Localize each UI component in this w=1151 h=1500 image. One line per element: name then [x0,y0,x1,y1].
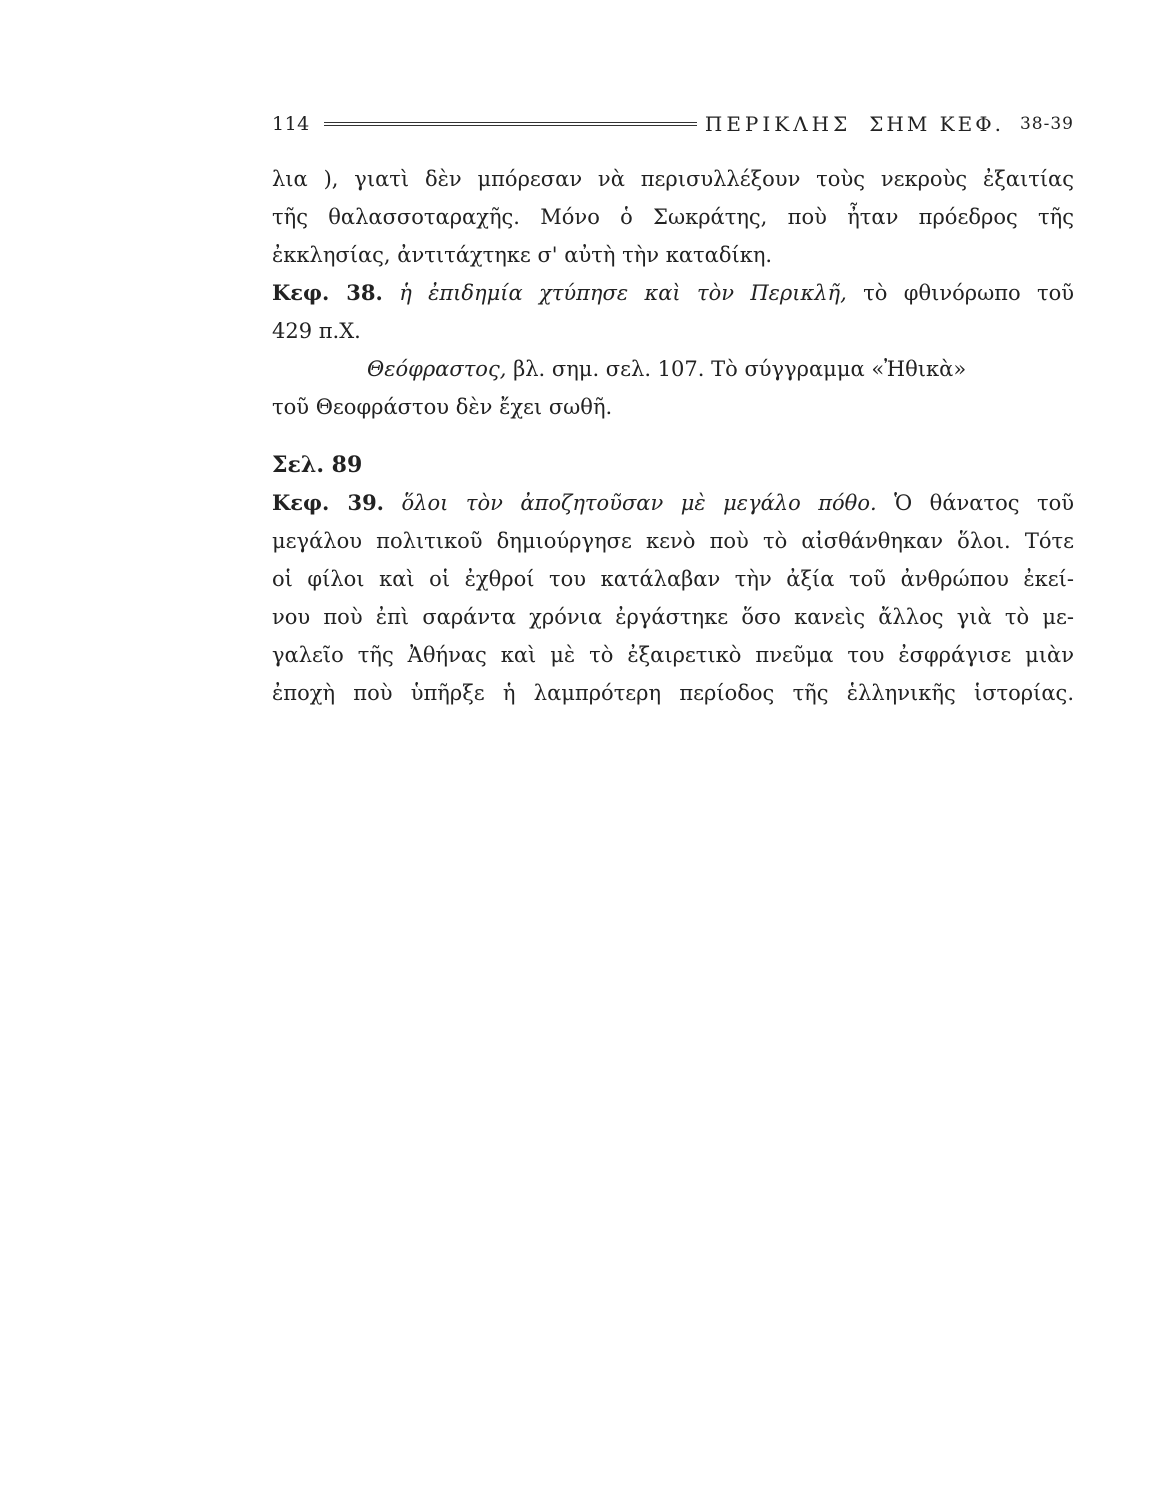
text-line: ἐκκλησίας, ἀντιτάχτηκε σ' αὐτὴ τὴν καταδίκη. [272,243,773,267]
text-line: μεγάλου πολιτικοῦ δημιούργησε κενὸ ποὺ τὸ αἰσθάνθηκαν ὅλοι. Τότε [272,529,1074,553]
text-line: λια ), γιατὶ δὲν μπόρεσαν νὰ περισυλλέξουν τοὺς νεκροὺς ἐξαιτίας [272,167,1074,191]
header-chapter: ΣΗΜ ΚΕΦ. [869,112,1004,136]
note-label: Κεφ. 39. [272,490,384,515]
note-theophrastus [272,350,1074,388]
header-title: ΠΕΡΙΚΛΗΣ [704,112,852,136]
text-line: τῆς θαλασσοταραχῆς. Μόνο ὁ Σωκράτης, ποὺ ἦταν πρόεδρος τῆς [272,205,1074,229]
text-line: γαλεῖο τῆς Ἀθήνας καὶ μὲ τὸ ἐξαιρετικὸ πνεῦμα του ἐσφράγισε μιὰν [272,643,1074,667]
header-rule [324,122,697,126]
text-line: οἱ φίλοι καὶ οἱ ἐχθροί του κατάλαβαν τὴν ἀξία τοῦ ἀνθρώπου ἐκεί- [272,567,1074,591]
text-line: νου ποὺ ἐπὶ σαράντα χρόνια ἐργάστηκε ὅσο κανεὶς ἄλλος γιὰ τὸ με- [272,605,1074,629]
note-label: Κεφ. 38. [272,280,383,305]
note-lemma: ἡ ἐπιδημία χτύπησε καὶ τὸν Περικλῆ, [399,281,847,305]
text-line: 429 π.Χ. [272,319,361,343]
note-text: τὸ φθινόρωπο τοῦ [863,281,1074,305]
note-text: βλ. σημ. σελ. 107. Τὸ σύγγραμμα «Ἠθικὰ» [513,357,967,381]
note-chapter-38 [272,274,1074,312]
text-line: τοῦ Θεοφράστου δὲν ἔχει σωθῆ. [272,395,613,419]
section-page-ref: Σελ. 89 [272,452,363,478]
text-body [272,160,1074,712]
page-number: 114 [272,113,310,135]
note-lemma: Θεόφραστος, [367,357,507,381]
note-chapter-39 [272,484,1074,522]
running-header [272,108,1074,140]
text-line: ἐποχὴ ποὺ ὑπῆρξε ἡ λαμπρότερη περίοδος τῆς ἑλληνικῆς ἱστορίας. [272,681,1074,705]
note-text: Ὁ θάνατος τοῦ [894,491,1074,515]
note-lemma: ὅλοι τὸν ἀποζητοῦσαν μὲ μεγάλο πόθο. [401,491,877,515]
header-range: 38-39 [1019,114,1074,134]
